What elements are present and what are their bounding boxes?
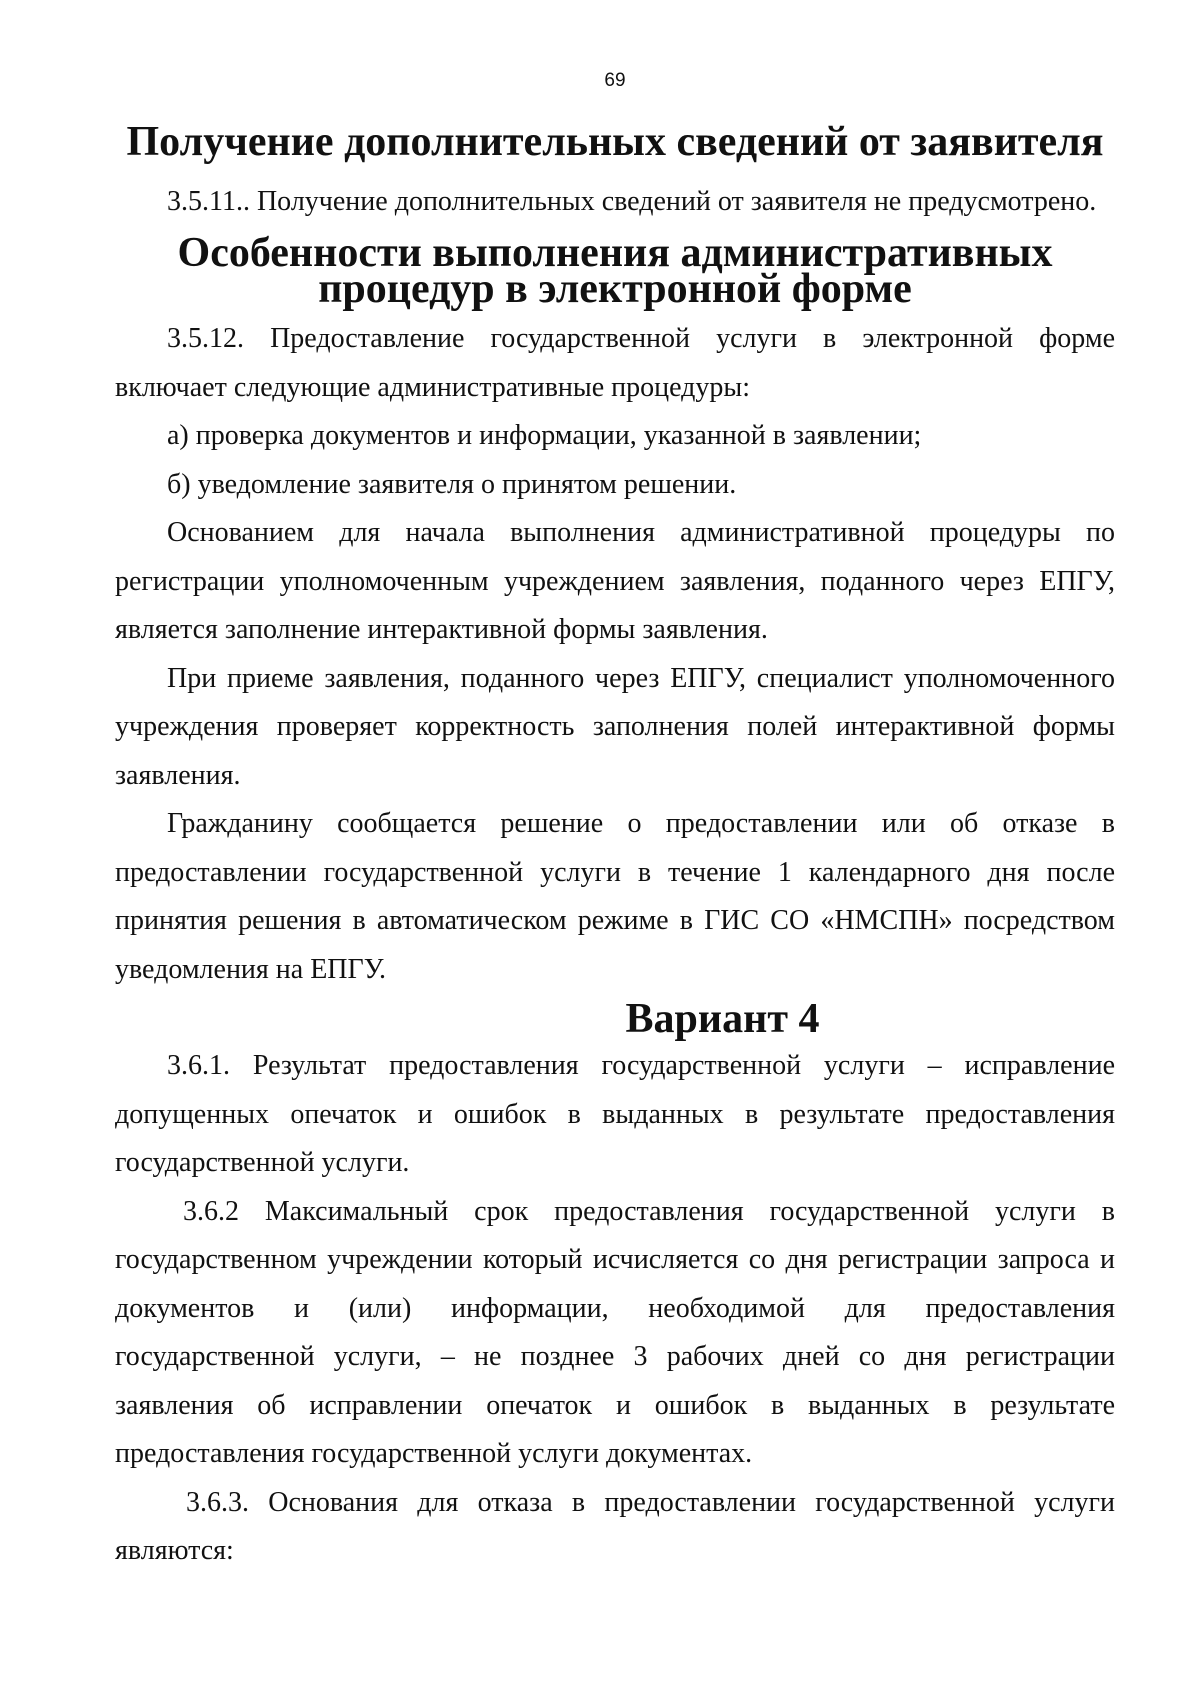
document-body <box>115 118 1115 1576</box>
paragraph-notification: Гражданину сообщается решение о предоставлении или об отказе в предоставлении государственной услуги в течение 1 календарного дня после принятия решения в автоматическом режиме в ГИС СО «НМСПН» посредством уведомления на ЕПГУ. <box>115 808 1115 985</box>
paragraph-3-6-3: 3.6.3. Основания для отказа в предоставлении государственной услуги являются: <box>115 1486 1115 1566</box>
paragraph-3-5-12: 3.5.12. Предоставление государственной услуги в электронной форме включает следующие административные процедуры: <box>115 323 1115 403</box>
paragraph-3-6-1: 3.6.1. Результат предоставления государственной услуги – исправление допущенных опечаток и ошибок в выданных в результате предоставления государственной услуги. <box>115 1050 1115 1178</box>
paragraph-3-6-2: 3.6.2 Максимальный срок предоставления государственной услуги в государственном учреждении который исчисляется со дня регистрации запроса и документов и (или) информации, необходимой для предоставления государственной услуги, – не позднее 3 рабочих дней со дня регистрации заявления об исправлении опечаток и ошибок в выданных в результате предоставления государственной услуги документах. <box>115 1195 1115 1469</box>
heading-electronic-procedures <box>115 230 1115 312</box>
heading-additional-info: Получение дополнительных сведений от заявителя <box>126 119 1104 165</box>
list-item-a: а) проверка документов и информации, указанной в заявлении; <box>167 420 922 451</box>
list-item-b: б) уведомление заявителя о принятом решении. <box>167 468 737 500</box>
paragraph-receipt: При приеме заявления, поданного через ЕПГУ, специалист уполномоченного учреждения проверяет корректность заполнения полей интерактивной формы заявления. <box>115 662 1115 791</box>
paragraph-3-5-11: 3.5.11.. Получение дополнительных сведений от заявителя не предусмотрено. <box>167 185 1097 217</box>
heading-line-2: процедур в электронной форме <box>318 266 912 312</box>
page-number: 69 <box>604 70 626 91</box>
heading-variant-4: Вариант 4 <box>625 996 820 1042</box>
heading-line-1: Особенности выполнения административных <box>177 230 1053 276</box>
paragraph-basis: Основанием для начала выполнения административной процедуры по регистрации уполномоченным учреждением заявления, поданного через ЕПГУ, является заполнение интерактивной формы заявления. <box>115 517 1115 645</box>
